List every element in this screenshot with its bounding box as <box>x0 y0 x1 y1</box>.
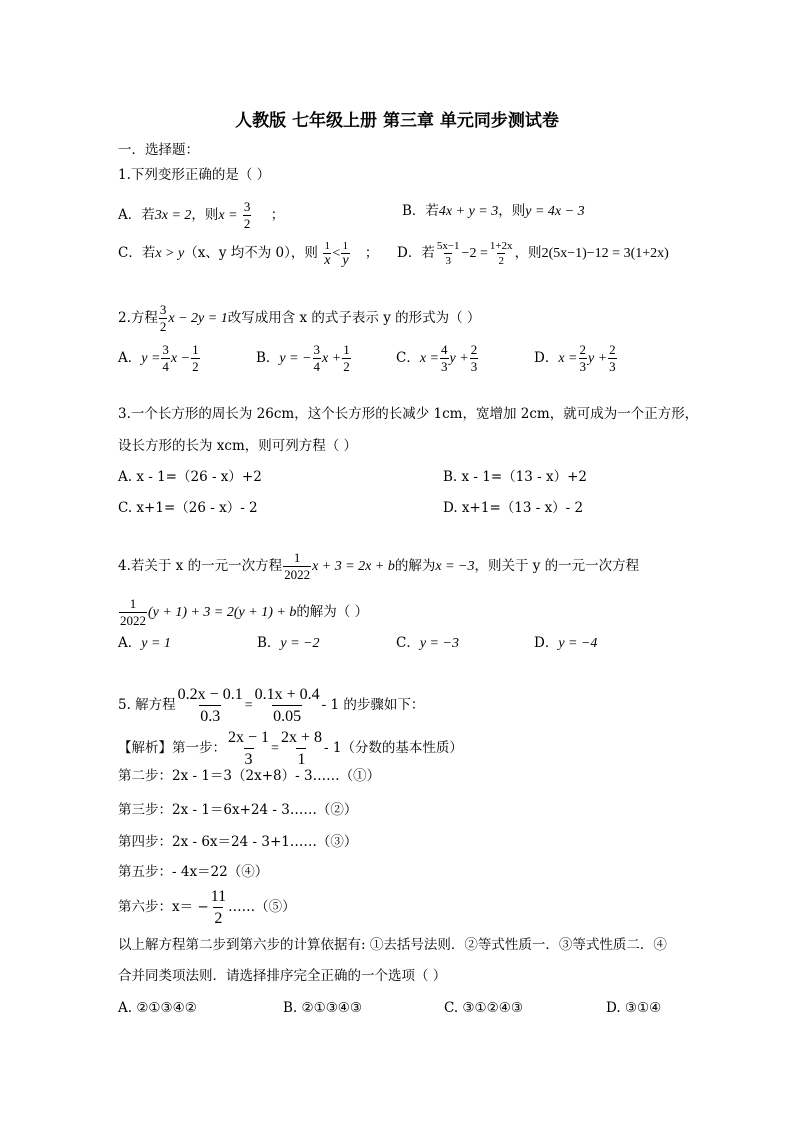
q3-option-a: A. x - 1=（26 - x）+2 <box>118 469 262 485</box>
fraction: $\frac{4}{3}$ <box>441 342 448 374</box>
q4-stem-line1: 4.若关于 x 的一元一次方程 $\frac{1}{2022}$ x + 3 = 2x + b的解为x = −3，则关于 y 的一元一次方程 <box>118 550 640 582</box>
q4-option-a: A．y = 1 <box>118 635 171 651</box>
q2-stem: 2.方程 $\frac{3}{2}$ x − 2y = 1改写成用含 x 的式子表示 y 的形式为（ ） <box>118 302 481 334</box>
q5-step6: 第六步：x＝ − $\frac{11}{2}$ ……（⑤） <box>118 888 296 927</box>
fraction: $\frac{0.1x + 0.4}{0.05}$ <box>254 686 320 725</box>
q1-option-a: A．若3x = 2，则x = $\frac{3}{2}$ ； <box>118 199 285 231</box>
q2-option-b: B．y = − $\frac{3}{4}$ x + $\frac{1}{2}$ <box>256 342 350 374</box>
q2-option-a: A．y = $\frac{3}{4}$ x − $\frac{1}{2}$ <box>118 342 199 374</box>
q2-option-c: C．x = $\frac{4}{3}$ y + $\frac{2}{3}$ <box>396 342 478 374</box>
q4-stem-line2: $\frac{1}{2022}$ (y + 1) + 3 = 2(y + 1) + b的解为（ ） <box>120 596 369 628</box>
fraction: $\frac{1}{2022}$ <box>120 596 146 628</box>
q4-option-d: D．y = −4 <box>534 635 598 651</box>
fraction: $\frac{3}{4}$ <box>162 342 169 374</box>
fraction: $\frac{11}{2}$ <box>210 888 227 927</box>
q1-option-c: C．若x > y（x、y 均不为 0），则 $\frac{1}{x}$ < $\frac{1}{y}$ ； <box>118 240 379 268</box>
q5-step3: 第三步：2x - 1＝6x+24 - 3……（②） <box>118 802 358 818</box>
q2-option-d: D．x = $\frac{2}{3}$ y + $\frac{2}{3}$ <box>534 342 616 374</box>
q5-step2: 第二步：2x - 1＝3（2x+8）- 3……（①） <box>118 768 381 784</box>
q5-step4: 第四步：2x - 6x＝24 - 3+1……（③） <box>118 834 358 850</box>
fraction: $\frac{1}{y}$ <box>342 240 349 268</box>
fraction: $\frac{2x - 1}{3}$ <box>228 729 270 768</box>
q5-option-c: C. ③①②④③ <box>444 1000 523 1016</box>
fraction: $\frac{1}{2}$ <box>192 342 199 374</box>
fraction: $\frac{0.2x - 0.1}{0.3}$ <box>177 686 243 725</box>
q3-option-b: B. x - 1=（13 - x）+2 <box>443 469 587 485</box>
q4-option-c: C．y = −3 <box>396 635 459 651</box>
fraction: $\frac{5x-1}{3}$ <box>436 240 460 267</box>
fraction: $\frac{1+2x}{2}$ <box>489 240 513 267</box>
q5-option-a: A. ②①③④② <box>118 1000 197 1016</box>
q5-question-line2: 合并同类项法则．请选择排序完全正确的一个选项（ ） <box>118 968 447 984</box>
fraction: $\frac{1}{2}$ <box>343 342 350 374</box>
fraction: $\frac{3}{2}$ <box>159 302 167 334</box>
fraction: $\frac{3}{4}$ <box>313 342 321 374</box>
q1-stem: 1.下列变形正确的是（ ） <box>118 167 271 183</box>
q3-option-c: C. x+1=（26 - x）- 2 <box>118 500 258 516</box>
q5-option-b: B. ②①③④③ <box>283 1000 363 1016</box>
q3-stem-line2: 设长方形的长为 xcm，则可列方程（ ） <box>118 438 358 454</box>
q4-option-b: B．y = −2 <box>257 635 320 651</box>
fraction: $\frac{1}{2022}$ <box>284 550 311 582</box>
fraction: $\frac{2}{3}$ <box>470 342 478 374</box>
q5-option-d: D. ③①④ <box>606 1000 662 1016</box>
fraction: $\frac{2x + 8}{1}$ <box>280 729 322 768</box>
fraction: $\frac{3}{2}$ <box>243 199 251 231</box>
q5-step1: 【解析】第一步： $\frac{2x - 1}{3}$ = $\frac{2x + 8}{1}$ - 1（分数的基本性质） <box>118 729 463 768</box>
section-heading: 一．选择题： <box>118 142 199 158</box>
q5-question-line1: 以上解方程第二步到第六步的计算依据有: ①去括号法则．②等式性质一．③等式性质二．④ <box>118 937 667 953</box>
q3-stem-line1: 3.一个长方形的周长为 26cm，这个长方形的长减少 1cm，宽增加 2cm，就可成为一个正方形， <box>118 406 699 422</box>
fraction: $\frac{2}{3}$ <box>609 342 616 374</box>
fraction: $\frac{1}{x}$ <box>324 240 331 268</box>
q1-option-d: D．若 $\frac{5x-1}{3}$ −2 = $\frac{1+2x}{2}$ ，则2(5x−1)−12 = 3(1+2x) <box>397 240 669 267</box>
q5-step5: 第五步：- 4x＝22（④） <box>118 864 269 880</box>
fraction: $\frac{2}{3}$ <box>579 342 586 374</box>
q1-option-b: B．若4x + y = 3，则y = 4x − 3 <box>402 203 585 219</box>
q5-stem: 5. 解方程 $\frac{0.2x - 0.1}{0.3}$ = $\frac{0.1x + 0.4}{0.05}$ - 1 的步骤如下： <box>118 686 425 725</box>
q3-option-d: D. x+1=（13 - x）- 2 <box>443 500 584 516</box>
page-title: 人教版 七年级上册 第三章 单元同步测试卷 <box>235 111 559 131</box>
